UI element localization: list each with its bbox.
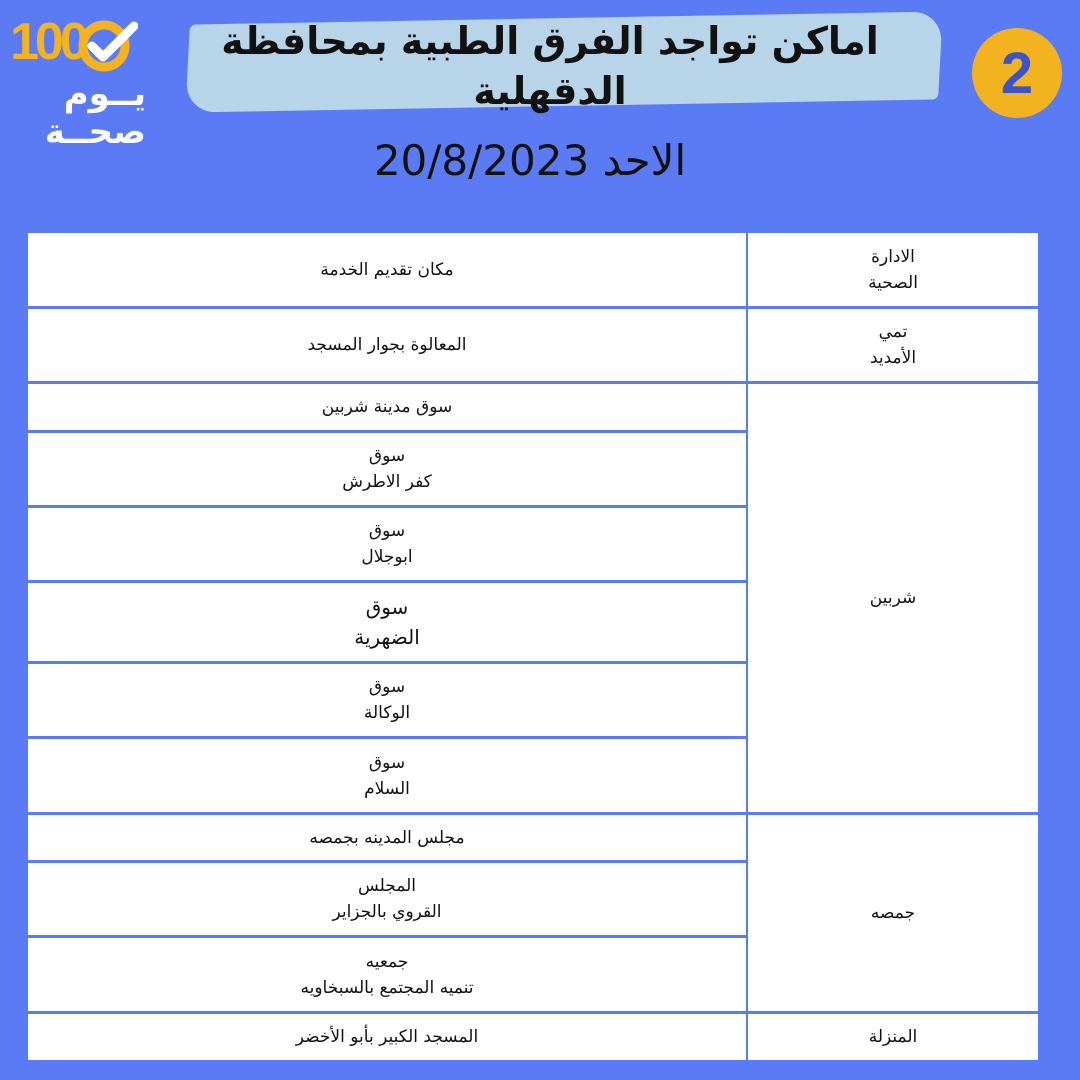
- admin-cell: تمي الأمديد: [748, 309, 1038, 381]
- admin-cell: شربين: [748, 384, 1038, 812]
- locations-table: [28, 233, 1038, 1063]
- place-cell: المعالوة بجوار المسجد: [28, 309, 746, 381]
- logo: [10, 12, 150, 152]
- place-cell: سوق السلام: [28, 739, 746, 812]
- admin-cell: جمصه: [748, 815, 1038, 1011]
- logo-text-line1: يــوم: [63, 74, 146, 114]
- place-cell: المجلس القروي بالجزاير: [28, 863, 746, 935]
- admin-cell: المنزلة: [748, 1014, 1038, 1060]
- place-cell: سوق الضهرية: [28, 583, 746, 661]
- place-cell: جمعيه تنميه المجتمع بالسبخاويه: [28, 938, 746, 1011]
- check-icon: [76, 20, 138, 72]
- page-number-badge: 2: [972, 28, 1062, 118]
- header-admin: الادارة الصحية: [748, 233, 1038, 306]
- header-place: مكان تقديم الخدمة: [28, 233, 746, 306]
- place-cell: المسجد الكبير بأبو الأخضر: [28, 1014, 746, 1060]
- date-label: الاحد 20/8/2023: [373, 136, 687, 185]
- logo-text-line2: صحــة: [44, 112, 146, 152]
- place-cell: سوق كفر الاطرش: [28, 433, 746, 505]
- logo-number: 100: [10, 13, 85, 71]
- place-cell: سوق ابوجلال: [28, 508, 746, 580]
- place-cell: سوق مدينة شربين: [28, 384, 746, 430]
- page-title: اماكن تواجد الفرق الطبية بمحافظة الدقهلية: [221, 19, 879, 113]
- place-cell: مجلس المدينه بجمصه: [28, 815, 746, 860]
- place-cell: سوق الوكالة: [28, 664, 746, 736]
